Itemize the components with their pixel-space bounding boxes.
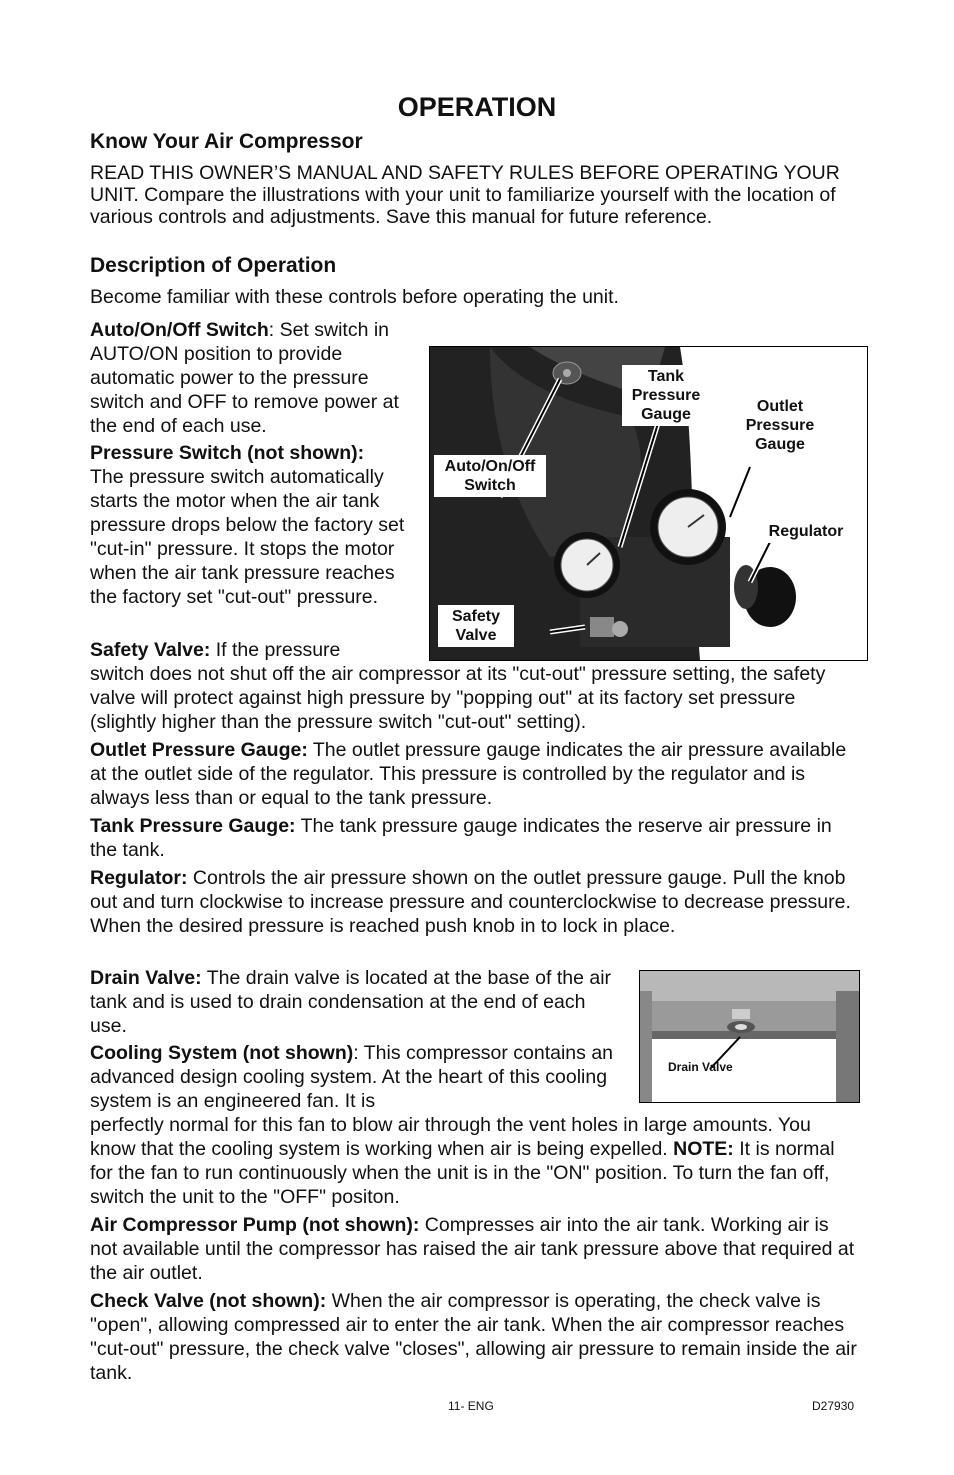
item-cooling-rest: perfectly normal for this fan to blow air through the vent holes in large amounts. You know that the cooling system is working when air is being expelled. NOTE: It is normal for the fan to run continuously when the unit is in the "ON" position. To turn the fan off, switch the unit to the "OFF" positon. <box>90 1114 835 1208</box>
item-pressure-switch: Pressure Switch (not shown): The pressure switch automatically starts the motor when the air tank pressure drops below the factory set "cut-in" pressure. It stops the motor when the air tank pressure reaches the factory set "cut-out" pressure. <box>90 442 405 608</box>
item-pump: Air Compressor Pump (not shown): Compresses air into the air tank. Working air is not available until the compressor has raised the air tank pressure above that required at the air outlet. <box>90 1214 855 1284</box>
label-drain-valve: Drain Valve <box>668 1060 733 1074</box>
description-intro: Become familiar with these controls before operating the unit. <box>90 286 619 308</box>
label-outlet-pressure-gauge: Outlet Pressure Gauge <box>730 395 830 456</box>
drain-valve-figure <box>639 970 860 1103</box>
item-tank-gauge: Tank Pressure Gauge: The tank pressure gauge indicates the reserve air pressure in the tank. <box>90 815 832 861</box>
item-regulator: Regulator: Controls the air pressure shown on the outlet pressure gauge. Pull the knob out and turn clockwise to increase pressure and counterclockwise to decrease pressure. When the desired pressure is reached push knob in to lock in place. <box>90 867 851 937</box>
page-title: OPERATION <box>397 92 557 122</box>
item-auto-switch: Auto/On/Off Switch: Set switch in AUTO/ON position to provide automatic power to the pressure switch and OFF to remove power at the end of each use. <box>90 319 399 437</box>
label-regulator: Regulator <box>756 520 856 543</box>
know-title: Know Your Air Compressor <box>90 130 363 153</box>
label-tank-pressure-gauge: Tank Pressure Gauge <box>622 365 710 426</box>
item-check-valve: Check Valve (not shown): When the air compressor is operating, the check valve is "open", allowing compressed air to enter the air tank. When the air compressor reaches "cut-out" pressure, the check valve "closes", allowing air pressure to remain inside the air tank. <box>90 1290 857 1384</box>
description-title: Description of Operation <box>90 254 337 277</box>
label-safety-valve: Safety Valve <box>438 605 514 647</box>
item-safety-valve-rest: switch does not shut off the air compressor at its "cut-out" pressure setting, the safety valve will protect against high pressure by "popping out" at its factory set pressure (slightly higher than the pressure switch "cut-out" setting). <box>90 663 826 733</box>
label-auto-on-off-switch: Auto/On/Off Switch <box>434 455 546 497</box>
item-cooling-start: Cooling System (not shown): This compressor contains an advanced design cooling system. At the heart of this cooling system is an engineered fan. It is <box>90 1042 614 1112</box>
item-outlet-gauge: Outlet Pressure Gauge: The outlet pressure gauge indicates the air pressure available at the outlet side of the regulator. This pressure is controlled by the regulator and is always less than or equal to the tank pressure. <box>90 739 847 809</box>
know-text: READ THIS OWNER’S MANUAL AND SAFETY RULES BEFORE OPERATING YOUR UNIT. Compare the illustrations with your unit to familiarize yourself with the location of various controls and adjustments. Save this manual for future reference. <box>90 162 840 228</box>
drain-valve-illustration <box>640 971 859 1102</box>
item-safety-valve-start: Safety Valve: If the pressure <box>90 639 341 661</box>
document-code: D27930 <box>812 1399 855 1413</box>
item-drain-valve: Drain Valve: The drain valve is located at the base of the air tank and is used to drain condensation at the end of each use. <box>90 967 612 1037</box>
compressor-controls-figure <box>429 346 868 661</box>
page-number: 11- ENG <box>448 1399 494 1413</box>
